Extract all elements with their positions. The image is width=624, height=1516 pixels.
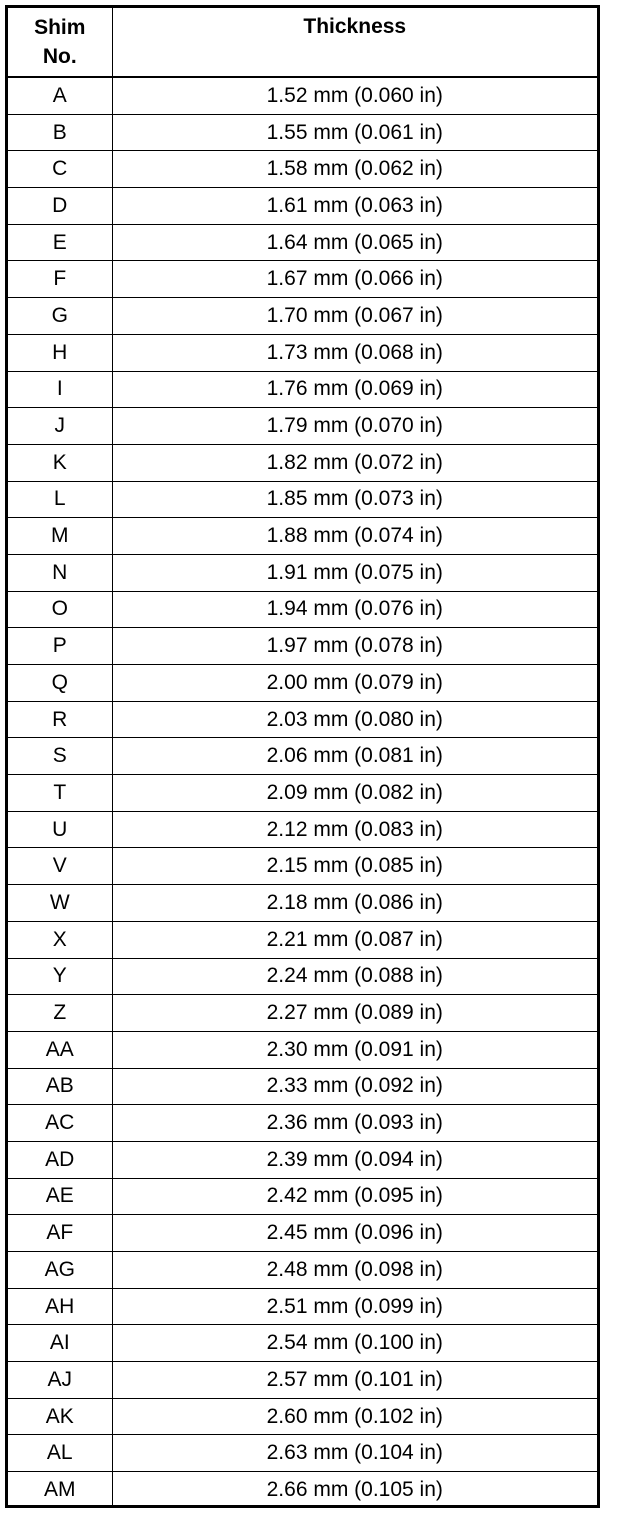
shim-no-cell: E — [8, 224, 112, 261]
thickness-cell: 2.24 mm (0.088 in) — [112, 958, 597, 995]
shim-no-cell: L — [8, 481, 112, 518]
header-thickness: Thickness — [112, 8, 597, 77]
table-row — [8, 958, 597, 995]
table-row — [8, 1141, 597, 1178]
shim-no-cell: AH — [8, 1288, 112, 1325]
table-row — [8, 1252, 597, 1289]
thickness-cell: 2.63 mm (0.104 in) — [112, 1435, 597, 1472]
thickness-cell: 2.39 mm (0.094 in) — [112, 1141, 597, 1178]
thickness-cell: 2.27 mm (0.089 in) — [112, 995, 597, 1032]
thickness-cell: 1.61 mm (0.063 in) — [112, 188, 597, 225]
thickness-cell: 1.82 mm (0.072 in) — [112, 444, 597, 481]
header-shim-no: Shim No. — [8, 8, 112, 77]
shim-no-cell: U — [8, 811, 112, 848]
shim-no-cell: W — [8, 885, 112, 922]
table-row — [8, 1325, 597, 1362]
shim-no-cell: V — [8, 848, 112, 885]
shim-no-cell: B — [8, 114, 112, 151]
table-row — [8, 665, 597, 702]
table-row — [8, 481, 597, 518]
shim-no-cell: T — [8, 775, 112, 812]
shim-no-cell: Q — [8, 665, 112, 702]
thickness-cell: 1.94 mm (0.076 in) — [112, 591, 597, 628]
table-row — [8, 738, 597, 775]
table-row — [8, 775, 597, 812]
thickness-cell: 2.33 mm (0.092 in) — [112, 1068, 597, 1105]
thickness-cell: 2.36 mm (0.093 in) — [112, 1105, 597, 1142]
thickness-cell: 1.88 mm (0.074 in) — [112, 518, 597, 555]
thickness-cell: 2.18 mm (0.086 in) — [112, 885, 597, 922]
shim-no-cell: X — [8, 921, 112, 958]
table-row — [8, 921, 597, 958]
table-row — [8, 261, 597, 298]
shim-no-cell: AF — [8, 1215, 112, 1252]
thickness-cell: 2.60 mm (0.102 in) — [112, 1398, 597, 1435]
table-row — [8, 1398, 597, 1435]
table-row — [8, 554, 597, 591]
shim-no-cell: AB — [8, 1068, 112, 1105]
table-row — [8, 114, 597, 151]
thickness-cell: 2.00 mm (0.079 in) — [112, 665, 597, 702]
table-row — [8, 885, 597, 922]
thickness-cell: 2.45 mm (0.096 in) — [112, 1215, 597, 1252]
table-body — [8, 77, 597, 1508]
thickness-cell: 1.58 mm (0.062 in) — [112, 151, 597, 188]
table-row — [8, 444, 597, 481]
table-row — [8, 628, 597, 665]
shim-no-cell: AD — [8, 1141, 112, 1178]
shim-no-cell: AM — [8, 1472, 112, 1508]
table-row — [8, 518, 597, 555]
table-row — [8, 334, 597, 371]
table-row — [8, 188, 597, 225]
thickness-cell: 1.97 mm (0.078 in) — [112, 628, 597, 665]
shim-no-cell: C — [8, 151, 112, 188]
table-row — [8, 77, 597, 114]
table-row — [8, 848, 597, 885]
shim-no-cell: AA — [8, 1031, 112, 1068]
table-row — [8, 1031, 597, 1068]
shim-no-cell: S — [8, 738, 112, 775]
thickness-cell: 2.21 mm (0.087 in) — [112, 921, 597, 958]
table-row — [8, 1472, 597, 1508]
thickness-cell: 2.09 mm (0.082 in) — [112, 775, 597, 812]
shim-no-cell: AC — [8, 1105, 112, 1142]
shim-no-cell: A — [8, 77, 112, 114]
shim-no-cell: Y — [8, 958, 112, 995]
table-row — [8, 1105, 597, 1142]
shim-no-cell: G — [8, 298, 112, 335]
thickness-cell: 2.30 mm (0.091 in) — [112, 1031, 597, 1068]
thickness-cell: 1.67 mm (0.066 in) — [112, 261, 597, 298]
thickness-cell: 1.70 mm (0.067 in) — [112, 298, 597, 335]
table-row — [8, 1178, 597, 1215]
table-row — [8, 224, 597, 261]
table-row — [8, 1215, 597, 1252]
thickness-cell: 1.85 mm (0.073 in) — [112, 481, 597, 518]
table-row — [8, 591, 597, 628]
shim-no-cell: Z — [8, 995, 112, 1032]
thickness-cell: 2.54 mm (0.100 in) — [112, 1325, 597, 1362]
shim-no-cell: M — [8, 518, 112, 555]
thickness-cell: 2.51 mm (0.099 in) — [112, 1288, 597, 1325]
table-row — [8, 371, 597, 408]
shim-no-cell: AI — [8, 1325, 112, 1362]
shim-no-cell: F — [8, 261, 112, 298]
shim-no-cell: I — [8, 371, 112, 408]
shim-no-cell: R — [8, 701, 112, 738]
shim-no-cell: D — [8, 188, 112, 225]
thickness-cell: 1.52 mm (0.060 in) — [112, 77, 597, 114]
shim-no-cell: AE — [8, 1178, 112, 1215]
table-row — [8, 408, 597, 445]
thickness-cell: 1.79 mm (0.070 in) — [112, 408, 597, 445]
table-row — [8, 1068, 597, 1105]
thickness-cell: 2.57 mm (0.101 in) — [112, 1362, 597, 1399]
shim-no-cell: H — [8, 334, 112, 371]
thickness-cell: 2.12 mm (0.083 in) — [112, 811, 597, 848]
shim-no-cell: AL — [8, 1435, 112, 1472]
thickness-cell: 1.73 mm (0.068 in) — [112, 334, 597, 371]
thickness-cell: 2.03 mm (0.080 in) — [112, 701, 597, 738]
shim-thickness-table — [8, 8, 597, 1508]
thickness-cell: 2.06 mm (0.081 in) — [112, 738, 597, 775]
thickness-cell: 1.91 mm (0.075 in) — [112, 554, 597, 591]
thickness-cell: 1.76 mm (0.069 in) — [112, 371, 597, 408]
shim-no-cell: J — [8, 408, 112, 445]
table-row — [8, 298, 597, 335]
thickness-cell: 2.42 mm (0.095 in) — [112, 1178, 597, 1215]
shim-table-frame — [5, 5, 600, 1508]
shim-no-cell: AJ — [8, 1362, 112, 1399]
table-row — [8, 1288, 597, 1325]
thickness-cell: 1.64 mm (0.065 in) — [112, 224, 597, 261]
thickness-cell: 2.15 mm (0.085 in) — [112, 848, 597, 885]
shim-no-cell: P — [8, 628, 112, 665]
table-row — [8, 811, 597, 848]
table-row — [8, 701, 597, 738]
shim-no-cell: K — [8, 444, 112, 481]
thickness-cell: 1.55 mm (0.061 in) — [112, 114, 597, 151]
shim-no-cell: AG — [8, 1252, 112, 1289]
table-row — [8, 151, 597, 188]
shim-no-cell: N — [8, 554, 112, 591]
header-row — [8, 8, 597, 77]
table-row — [8, 1435, 597, 1472]
table-row — [8, 1362, 597, 1399]
thickness-cell: 2.66 mm (0.105 in) — [112, 1472, 597, 1508]
thickness-cell: 2.48 mm (0.098 in) — [112, 1252, 597, 1289]
shim-no-cell: O — [8, 591, 112, 628]
shim-no-cell: AK — [8, 1398, 112, 1435]
table-row — [8, 995, 597, 1032]
